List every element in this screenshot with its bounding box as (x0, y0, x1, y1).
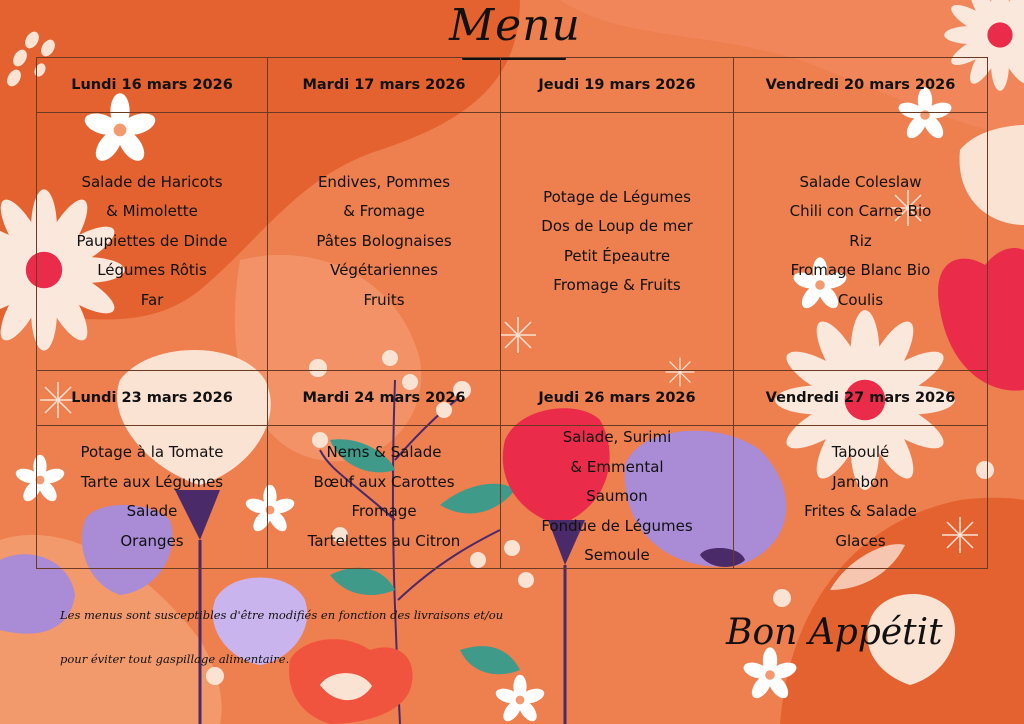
menu-item: & Fromage (343, 202, 425, 221)
menu-item: Frites & Salade (804, 502, 917, 520)
date-header: Jeudi 26 mars 2026 (501, 371, 734, 426)
menu-title: Menu (449, 0, 581, 51)
date-header: Lundi 16 mars 2026 (37, 58, 268, 113)
menu-item: Semoule (584, 546, 650, 565)
menu-item: & Mimolette (106, 202, 198, 221)
menu-item: Fromage Blanc Bio (790, 261, 931, 280)
date-header: Mardi 24 mars 2026 (268, 371, 501, 426)
menu-item: Légumes Rôtis (97, 261, 207, 280)
menu-item: Far (140, 290, 164, 309)
menu-item: Végétariennes (330, 261, 438, 280)
menu-item: Paupiettes de Dinde (76, 231, 228, 250)
bon-appetit-signoff: Bon Appétit (726, 612, 943, 653)
day-menu (501, 426, 734, 568)
menu-item: Coulis (837, 290, 884, 309)
day-menu (734, 426, 987, 568)
menu-grid (36, 57, 988, 569)
day-menu (268, 426, 501, 568)
menu-item: Fromage & Fruits (553, 276, 681, 294)
menu-item: Taboulé (831, 443, 890, 461)
day-menu (37, 426, 268, 568)
date-header: Mardi 17 mars 2026 (268, 58, 501, 113)
date-header: Lundi 23 mars 2026 (37, 371, 268, 426)
menu-item: Dos de Loup de mer (541, 217, 693, 235)
menu-item: Bœuf aux Carottes (313, 472, 455, 491)
menu-item: Salade de Haricots (81, 172, 223, 191)
menu-item: Chili con Carne Bio (789, 202, 932, 221)
menu-item: Fromage (351, 502, 417, 520)
menu-item: Salade Coleslaw (799, 172, 922, 191)
menu-item: Potage à la Tomate (80, 443, 224, 461)
menu-item: Potage de Légumes (543, 187, 691, 206)
footnote-line-1: Les menus sont susceptibles d'être modifiés en fonction des livraisons et/ou (60, 608, 504, 622)
date-header: Vendredi 20 mars 2026 (734, 58, 987, 113)
menu-item: Salade (126, 502, 178, 520)
menu-item: Fondue de Légumes (541, 516, 693, 535)
menu-item: Oranges (120, 531, 184, 550)
menu-item: Fruits (363, 290, 405, 309)
day-menu (268, 113, 501, 371)
menu-item: Pâtes Bolognaises (316, 231, 452, 250)
day-menu (37, 113, 268, 371)
menu-item: Tartelettes au Citron (307, 531, 461, 550)
date-header: Jeudi 19 mars 2026 (501, 58, 734, 113)
date-header: Vendredi 27 mars 2026 (734, 371, 987, 426)
menu-item: Saumon (586, 487, 648, 506)
day-menu (501, 113, 734, 371)
menu-item: Glaces (835, 531, 886, 550)
menu-item: Salade, Surimi (562, 428, 672, 447)
menu-item: Endives, Pommes (317, 172, 451, 191)
menu-item: Nems & Salade (326, 443, 442, 461)
day-menu (734, 113, 987, 371)
menu-item: & Emmental (570, 457, 664, 476)
menu-item: Petit Épeautre (563, 246, 671, 265)
footnote-line-2: pour éviter tout gaspillage alimentaire. (60, 652, 290, 666)
menu-item: Jambon (832, 472, 889, 491)
menu-item: Tarte aux Légumes (80, 472, 224, 491)
menu-item: Riz (849, 231, 872, 250)
